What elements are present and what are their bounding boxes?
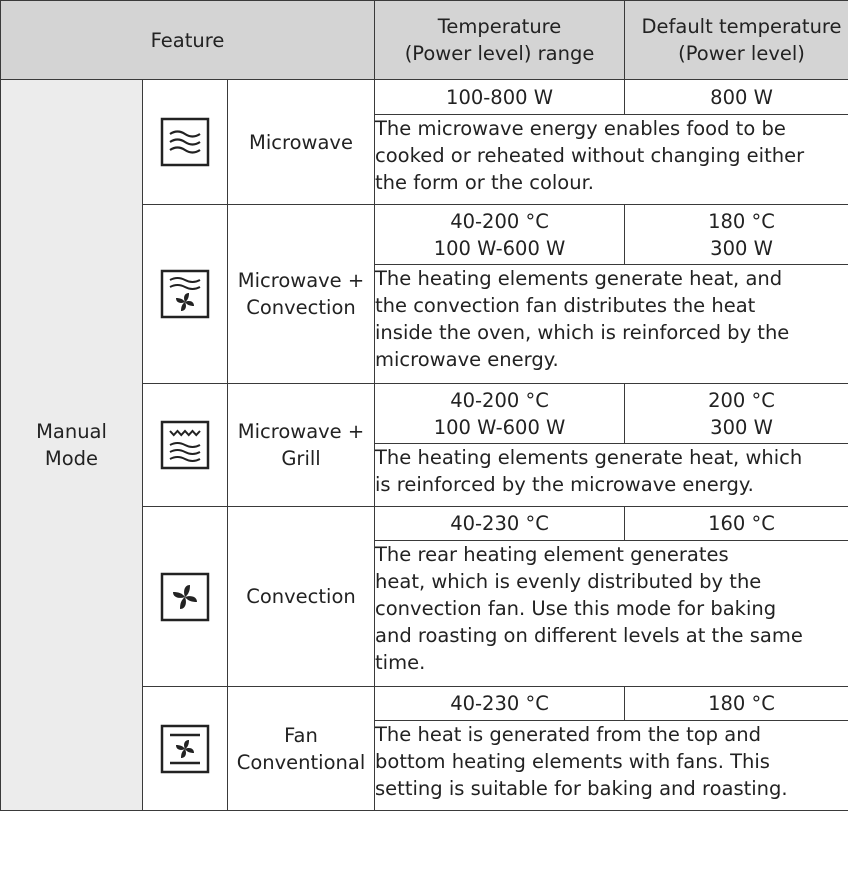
convection-icon-cell — [143, 507, 228, 687]
feature-name — [228, 507, 375, 687]
description-line: convection fan. Use this mode for baking — [375, 597, 777, 620]
microwave-grill-icon-cell — [143, 384, 228, 507]
default-value — [625, 384, 848, 444]
microwave-convection-icon-cell — [143, 205, 228, 384]
feature-name — [228, 205, 375, 384]
range-value-line2: 100 W-600 W — [433, 415, 566, 439]
range-value — [375, 384, 625, 444]
range-value — [375, 80, 625, 115]
default-value — [625, 205, 848, 265]
description-line: bottom heating elements with fans. This — [375, 750, 770, 773]
default-value-line1: 180 °C — [708, 692, 775, 715]
range-value — [375, 205, 625, 265]
default-header — [625, 1, 848, 80]
description-line: inside the oven, which is reinforced by the — [375, 321, 790, 344]
feature-name — [228, 384, 375, 507]
default-value-line1: 180 °C — [708, 209, 775, 233]
range-header-line2: (Power level) range — [404, 42, 595, 65]
mode-label-line1: Manual — [36, 420, 107, 443]
description-line: the form or the colour. — [375, 171, 595, 194]
description-line: heat, which is evenly distributed by the — [375, 570, 762, 593]
microwave-waves-icon — [160, 117, 210, 167]
default-value-line2: 300 W — [710, 236, 773, 260]
description-line: the convection fan distributes the heat — [375, 294, 756, 317]
mode-label-line2: Mode — [44, 447, 99, 470]
range-value-line1: 40-200 °C — [450, 388, 549, 412]
feature-name-line1: Microwave + — [237, 420, 365, 443]
description-line: is reinforced by the microwave energy. — [375, 473, 754, 496]
range-value-line2: 100 W-600 W — [433, 236, 566, 260]
description-line: time. — [375, 651, 426, 674]
feature-name-line2: Conventional — [236, 750, 366, 774]
fan-conventional-icon-cell — [143, 687, 228, 811]
feature-description — [375, 444, 848, 507]
range-value-line1: 100-800 W — [446, 85, 553, 109]
feature-name-line1: Fan — [284, 723, 318, 747]
range-value-line1: 40-230 °C — [450, 512, 549, 535]
range-value-line1: 40-230 °C — [450, 692, 549, 715]
default-value-line1: 800 W — [710, 85, 773, 109]
range-header-line1: Temperature — [437, 15, 562, 38]
range-header — [375, 1, 625, 80]
default-header-line2: (Power level) — [678, 42, 805, 65]
description-line: The heating elements generate heat, which — [375, 446, 803, 469]
feature-name-line1: Microwave + — [237, 269, 365, 292]
default-header-line1: Default temperature — [641, 15, 842, 38]
feature-name — [228, 687, 375, 811]
description-line: The heating elements generate heat, and — [375, 267, 783, 290]
feature-description — [375, 115, 848, 205]
feature-name-line2: Grill — [281, 447, 321, 470]
default-value — [625, 687, 848, 721]
fan-conventional-icon — [160, 724, 210, 774]
microwave-icon-cell — [143, 80, 228, 205]
table-row — [1, 80, 848, 115]
description-line: The rear heating element generates — [375, 543, 729, 566]
feature-name-line1: Microwave — [249, 130, 353, 154]
description-line: setting is suitable for baking and roasting. — [375, 777, 788, 800]
header-row — [1, 1, 848, 80]
range-value-line1: 40-200 °C — [450, 209, 549, 233]
range-value — [375, 687, 625, 721]
feature-name-line2: Convection — [246, 296, 356, 319]
range-value — [375, 507, 625, 541]
description-line: and roasting on different levels at the same — [375, 624, 803, 647]
microwave-grill-icon — [160, 420, 210, 470]
default-value — [625, 80, 848, 115]
microwave-convection-icon — [160, 269, 210, 319]
description-line: The heat is generated from the top and — [375, 723, 761, 746]
default-value-line1: 160 °C — [708, 512, 775, 535]
mode-label — [1, 80, 143, 811]
default-value — [625, 507, 848, 541]
feature-description — [375, 265, 848, 384]
default-value-line2: 300 W — [710, 415, 773, 439]
convection-fan-icon — [160, 572, 210, 622]
description-line: cooked or reheated without changing either — [375, 144, 805, 167]
description-line: microwave energy. — [375, 348, 559, 371]
feature-name — [228, 80, 375, 205]
feature-description — [375, 721, 848, 811]
feature-name-line1: Convection — [246, 585, 356, 608]
description-line: The microwave energy enables food to be — [375, 117, 786, 140]
feature-description — [375, 541, 848, 687]
default-value-line1: 200 °C — [708, 388, 775, 412]
feature-header: Feature — [1, 1, 375, 80]
